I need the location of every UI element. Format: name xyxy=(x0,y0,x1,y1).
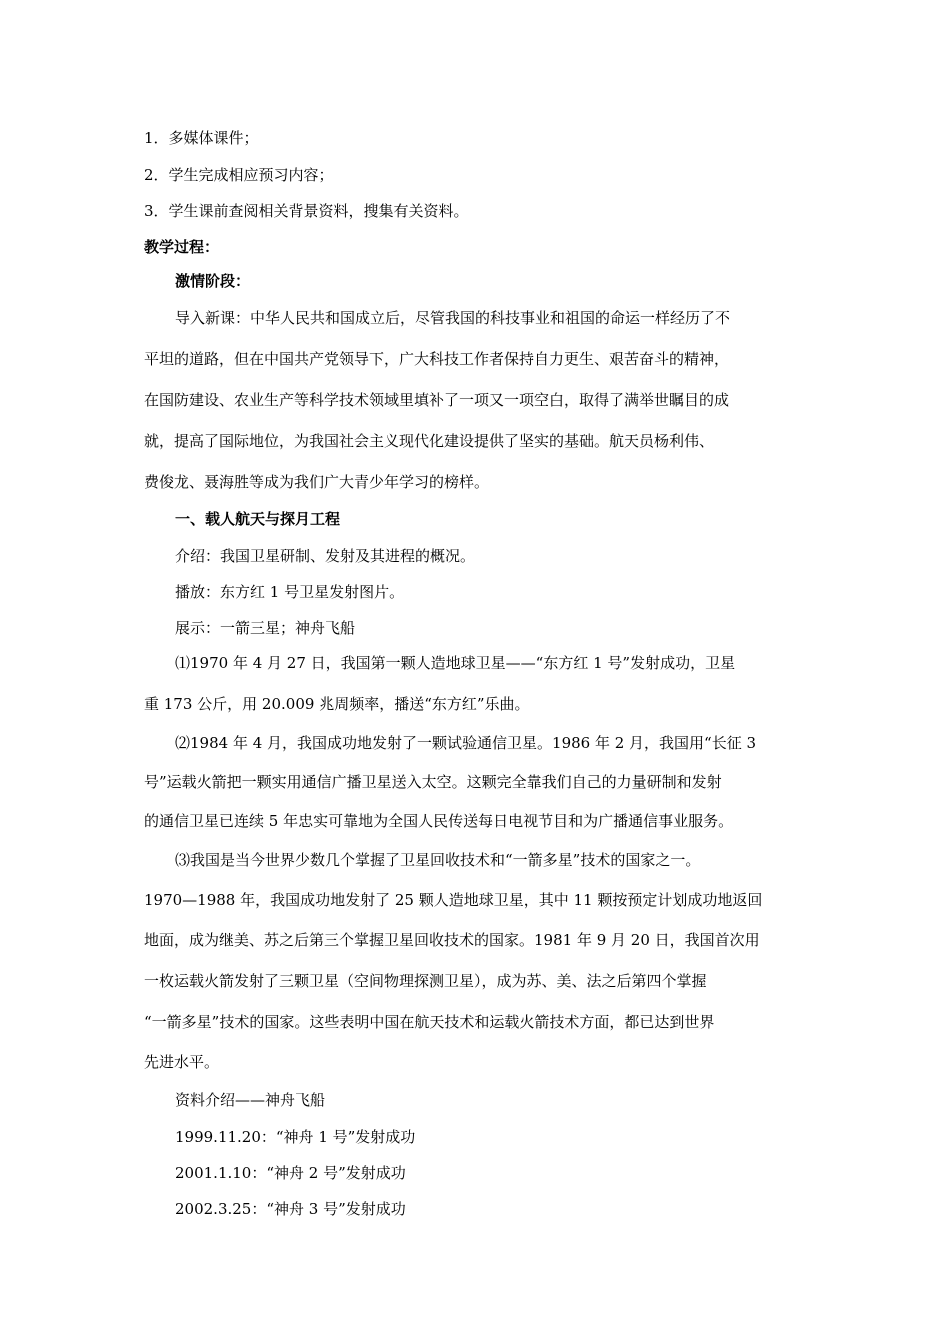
item2-line: 的通信卫星已连续 5 年忠实可靠地为全国人民传送每日电视节目和为广播通信事业服务。 xyxy=(144,812,734,830)
section-heading: 教学过程： xyxy=(144,238,220,256)
shenzhou-record: 2001.1.10：“神舟 2 号”发射成功 xyxy=(175,1164,406,1182)
intro-paragraph-line: 在国防建设、农业生产等科学技术领域里填补了一项又一项空白，取得了满举世瞩目的成 xyxy=(144,391,730,409)
shenzhou-record: 2002.3.25：“神舟 3 号”发射成功 xyxy=(175,1200,406,1218)
intro-paragraph-line: 导入新课：中华人民共和国成立后，尽管我国的科技事业和祖国的命运一样经历了不 xyxy=(175,309,731,327)
item2-line: ⑵1984 年 4 月，我国成功地发射了一颗试验通信卫星。1986 年 2 月，我国用“长征 3 xyxy=(175,734,757,752)
activity-intro: 介绍：我国卫星研制、发射及其进程的概况。 xyxy=(175,547,476,565)
prep-item-1: 1．多媒体课件； xyxy=(144,129,259,147)
item3-line: “一箭多星”技术的国家。这些表明中国在航天技术和运载火箭技术方面，都已达到世界 xyxy=(144,1013,715,1031)
item3-line: 一枚运载火箭发射了三颗卫星（空间物理探测卫星），成为苏、美、法之后第四个掌握 xyxy=(144,972,707,990)
intro-paragraph-line: 就，提高了国际地位，为我国社会主义现代化建设提供了坚实的基础。航天员杨利伟、 xyxy=(144,432,715,450)
part-heading: 一、载人航天与探月工程 xyxy=(175,510,341,528)
intro-paragraph-line: 平坦的道路，但在中国共产党领导下，广大科技工作者保持自力更生、艰苦奋斗的精神， xyxy=(144,350,730,368)
item1-line: ⑴1970 年 4 月 27 日，我国第一颗人造地球卫星——“东方红 1 号”发射成功，卫星 xyxy=(175,654,736,672)
item3-line: 地面，成为继美、苏之后第三个掌握卫星回收技术的国家。1981 年 9 月 20 日，我国首次用 xyxy=(144,931,760,949)
intro-paragraph-line: 费俊龙、聂海胜等成为我们广大青少年学习的榜样。 xyxy=(144,473,490,491)
item3-line: ⑶我国是当今世界少数几个掌握了卫星回收技术和“一箭多星”技术的国家之一。 xyxy=(175,851,701,869)
item3-line: 1970—1988 年，我国成功地发射了 25 颗人造地球卫星，其中 11 颗按预定计划成功地返回 xyxy=(144,891,763,909)
shenzhou-record: 1999.11.20：“神舟 1 号”发射成功 xyxy=(175,1128,416,1146)
shenzhou-title: 资料介绍——神舟飞船 xyxy=(175,1091,326,1109)
subsection-heading: 激情阶段： xyxy=(175,272,251,290)
activity-show: 展示：一箭三星；神舟飞船 xyxy=(175,619,356,637)
prep-item-3: 3．学生课前查阅相关背景资料，搜集有关资料。 xyxy=(144,202,469,220)
item3-line: 先进水平。 xyxy=(144,1053,220,1071)
item2-line: 号”运载火箭把一颗实用通信广播卫星送入太空。这颗完全靠我们自己的力量研制和发射 xyxy=(144,773,722,791)
item1-line: 重 173 公斤，用 20.009 兆周频率，播送“东方红”乐曲。 xyxy=(144,695,530,713)
activity-play: 播放：东方红 1 号卫星发射图片。 xyxy=(175,583,405,601)
prep-item-2: 2．学生完成相应预习内容； xyxy=(144,166,334,184)
